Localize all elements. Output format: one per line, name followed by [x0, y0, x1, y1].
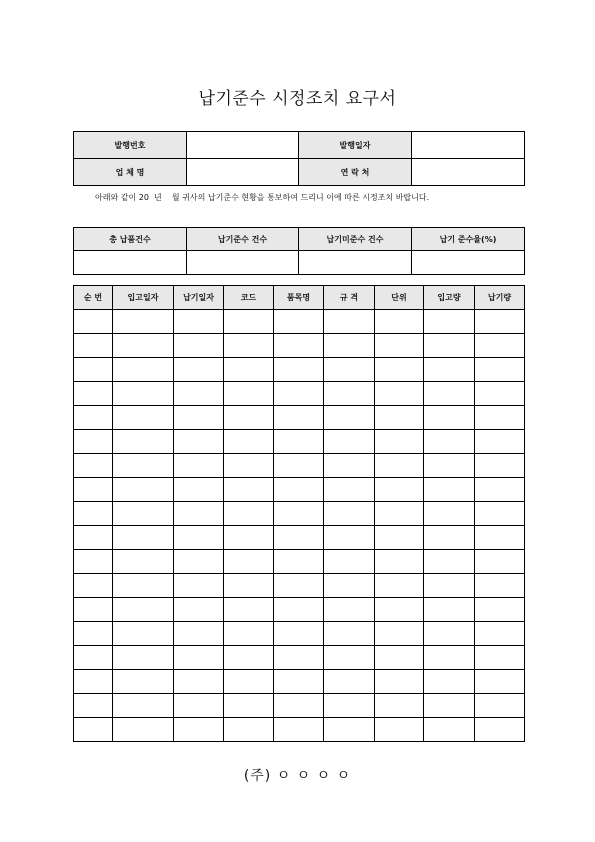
table-cell[interactable] — [375, 694, 424, 718]
table-cell[interactable] — [375, 646, 424, 670]
table-cell[interactable] — [74, 430, 113, 454]
table-cell[interactable] — [274, 430, 324, 454]
table-cell[interactable] — [424, 406, 475, 430]
table-cell[interactable] — [74, 454, 113, 478]
table-cell[interactable] — [475, 502, 525, 526]
table-cell[interactable] — [224, 406, 274, 430]
table-cell[interactable] — [324, 310, 375, 334]
table-cell[interactable] — [475, 310, 525, 334]
table-cell[interactable] — [424, 334, 475, 358]
table-cell[interactable] — [174, 334, 224, 358]
table-cell[interactable] — [324, 598, 375, 622]
table-row — [74, 574, 525, 598]
table-cell[interactable] — [224, 334, 274, 358]
summary-table — [73, 227, 525, 275]
table-cell[interactable] — [375, 718, 424, 742]
table-cell[interactable] — [375, 406, 424, 430]
table-cell[interactable] — [475, 526, 525, 550]
table-cell[interactable] — [174, 358, 224, 382]
document-title: 납기준수 시정조치 요구서 — [198, 89, 397, 109]
table-cell[interactable] — [475, 622, 525, 646]
table-cell[interactable] — [424, 382, 475, 406]
items-header-cell: 규 격 — [324, 286, 375, 310]
table-cell[interactable] — [113, 454, 174, 478]
table-cell[interactable] — [274, 478, 324, 502]
items-header-cell: 단위 — [375, 286, 424, 310]
table-cell[interactable] — [224, 502, 274, 526]
table-cell[interactable] — [375, 550, 424, 574]
table-cell[interactable] — [475, 718, 525, 742]
table-cell[interactable] — [74, 502, 113, 526]
table-cell[interactable] — [324, 646, 375, 670]
table-cell[interactable] — [113, 694, 174, 718]
table-cell[interactable] — [74, 358, 113, 382]
table-cell[interactable] — [174, 454, 224, 478]
items-header-cell: 납기일자 — [174, 286, 224, 310]
table-cell[interactable] — [224, 310, 274, 334]
table-row — [74, 526, 525, 550]
table-cell[interactable] — [224, 646, 274, 670]
table-cell[interactable] — [424, 478, 475, 502]
table-cell[interactable] — [475, 382, 525, 406]
table-cell[interactable] — [174, 646, 224, 670]
table-row — [74, 622, 525, 646]
table-cell[interactable] — [274, 454, 324, 478]
table-row — [74, 478, 525, 502]
table-cell[interactable] — [113, 550, 174, 574]
table-cell[interactable] — [324, 382, 375, 406]
summary-header-ontime: 납기준수 건수 — [187, 228, 299, 251]
table-cell[interactable] — [424, 670, 475, 694]
table-cell[interactable] — [324, 406, 375, 430]
table-cell[interactable] — [475, 454, 525, 478]
table-cell[interactable] — [375, 430, 424, 454]
table-cell[interactable] — [274, 382, 324, 406]
summary-rate-field[interactable] — [412, 251, 525, 275]
table-cell[interactable] — [74, 670, 113, 694]
table-cell[interactable] — [424, 598, 475, 622]
summary-ontime-field[interactable] — [187, 251, 299, 275]
table-cell[interactable] — [224, 622, 274, 646]
table-cell[interactable] — [475, 478, 525, 502]
table-row — [74, 646, 525, 670]
table-cell[interactable] — [74, 694, 113, 718]
table-cell[interactable] — [424, 454, 475, 478]
table-cell[interactable] — [274, 694, 324, 718]
items-header-cell: 품목명 — [274, 286, 324, 310]
table-cell[interactable] — [74, 574, 113, 598]
table-cell[interactable] — [174, 382, 224, 406]
table-cell[interactable] — [375, 526, 424, 550]
table-row — [74, 550, 525, 574]
table-cell[interactable] — [174, 526, 224, 550]
table-cell[interactable] — [113, 670, 174, 694]
table-cell[interactable] — [274, 598, 324, 622]
table-cell[interactable] — [174, 406, 224, 430]
table-cell[interactable] — [74, 478, 113, 502]
table-cell[interactable] — [324, 526, 375, 550]
summary-total-field[interactable] — [74, 251, 187, 275]
items-header-cell: 코드 — [224, 286, 274, 310]
table-cell[interactable] — [475, 334, 525, 358]
company-field[interactable] — [187, 159, 299, 186]
items-table — [73, 285, 525, 742]
summary-header-rate: 납기 준수율(%) — [412, 228, 525, 251]
table-cell[interactable] — [113, 526, 174, 550]
table-cell[interactable] — [274, 670, 324, 694]
table-cell[interactable] — [113, 382, 174, 406]
items-header-row — [74, 286, 525, 310]
table-cell[interactable] — [113, 502, 174, 526]
table-cell[interactable] — [74, 310, 113, 334]
table-cell[interactable] — [475, 670, 525, 694]
table-cell[interactable] — [375, 382, 424, 406]
company-signature: (주) ㅇ ㅇ ㅇ ㅇ — [243, 768, 352, 784]
table-cell[interactable] — [375, 454, 424, 478]
table-cell[interactable] — [274, 718, 324, 742]
table-cell[interactable] — [274, 334, 324, 358]
table-cell[interactable] — [324, 358, 375, 382]
table-cell[interactable] — [475, 646, 525, 670]
table-cell[interactable] — [375, 670, 424, 694]
table-row — [74, 598, 525, 622]
issue-no-field[interactable] — [187, 132, 299, 159]
table-cell[interactable] — [113, 718, 174, 742]
table-cell[interactable] — [224, 550, 274, 574]
table-cell[interactable] — [224, 526, 274, 550]
table-row — [74, 694, 525, 718]
table-cell[interactable] — [224, 598, 274, 622]
table-cell[interactable] — [224, 574, 274, 598]
table-cell[interactable] — [74, 550, 113, 574]
table-cell[interactable] — [424, 694, 475, 718]
table-row — [74, 670, 525, 694]
notice-text: 아래와 같이 20 년 월 귀사의 납기준수 현황을 통보하여 드리니 이에 따른 시정조치 바랍니다. — [95, 193, 430, 202]
table-cell[interactable] — [475, 574, 525, 598]
items-header-cell: 입고일자 — [113, 286, 174, 310]
table-cell[interactable] — [424, 526, 475, 550]
table-cell[interactable] — [324, 454, 375, 478]
table-cell[interactable] — [424, 430, 475, 454]
table-cell[interactable] — [113, 598, 174, 622]
table-cell[interactable] — [274, 310, 324, 334]
table-cell[interactable] — [113, 430, 174, 454]
table-row — [74, 382, 525, 406]
table-cell[interactable] — [475, 406, 525, 430]
table-cell[interactable] — [475, 358, 525, 382]
table-cell[interactable] — [424, 310, 475, 334]
table-cell[interactable] — [274, 358, 324, 382]
table-cell[interactable] — [324, 718, 375, 742]
table-cell[interactable] — [74, 598, 113, 622]
table-cell[interactable] — [113, 310, 174, 334]
table-cell[interactable] — [113, 646, 174, 670]
table-row — [74, 430, 525, 454]
table-cell[interactable] — [74, 622, 113, 646]
table-cell[interactable] — [324, 622, 375, 646]
table-cell[interactable] — [424, 502, 475, 526]
table-cell[interactable] — [74, 382, 113, 406]
contact-label: 연 락 처 — [299, 159, 412, 186]
table-cell[interactable] — [324, 550, 375, 574]
table-cell[interactable] — [74, 526, 113, 550]
table-cell[interactable] — [224, 358, 274, 382]
table-cell[interactable] — [424, 550, 475, 574]
issue-date-label: 발행일자 — [299, 132, 412, 159]
table-cell[interactable] — [274, 622, 324, 646]
table-cell[interactable] — [224, 694, 274, 718]
table-cell[interactable] — [113, 334, 174, 358]
table-row — [74, 718, 525, 742]
table-cell[interactable] — [224, 670, 274, 694]
table-cell[interactable] — [174, 310, 224, 334]
table-cell[interactable] — [174, 622, 224, 646]
table-cell[interactable] — [274, 526, 324, 550]
issue-date-field[interactable] — [412, 132, 525, 159]
contact-field[interactable] — [412, 159, 525, 186]
summary-late-field[interactable] — [299, 251, 412, 275]
table-cell[interactable] — [424, 574, 475, 598]
items-header-cell: 입고량 — [424, 286, 475, 310]
table-cell[interactable] — [324, 574, 375, 598]
table-cell[interactable] — [224, 718, 274, 742]
table-cell[interactable] — [475, 550, 525, 574]
table-cell[interactable] — [74, 718, 113, 742]
table-cell[interactable] — [375, 334, 424, 358]
table-cell[interactable] — [375, 502, 424, 526]
table-cell[interactable] — [375, 310, 424, 334]
table-cell[interactable] — [174, 670, 224, 694]
table-cell[interactable] — [174, 550, 224, 574]
table-cell[interactable] — [324, 334, 375, 358]
table-cell[interactable] — [224, 382, 274, 406]
table-cell[interactable] — [113, 478, 174, 502]
table-cell[interactable] — [113, 406, 174, 430]
info-table — [73, 131, 525, 186]
table-cell[interactable] — [274, 550, 324, 574]
table-cell[interactable] — [375, 574, 424, 598]
table-cell[interactable] — [324, 430, 375, 454]
table-cell[interactable] — [475, 694, 525, 718]
table-cell[interactable] — [113, 358, 174, 382]
table-cell[interactable] — [224, 454, 274, 478]
summary-header-late: 납기미준수 건수 — [299, 228, 412, 251]
table-cell[interactable] — [113, 622, 174, 646]
table-cell[interactable] — [174, 430, 224, 454]
table-cell[interactable] — [74, 646, 113, 670]
table-cell[interactable] — [224, 478, 274, 502]
items-header-cell: 순 번 — [74, 286, 113, 310]
table-cell[interactable] — [375, 598, 424, 622]
table-cell[interactable] — [74, 406, 113, 430]
table-cell[interactable] — [174, 502, 224, 526]
table-cell[interactable] — [113, 574, 174, 598]
table-cell[interactable] — [424, 622, 475, 646]
table-cell[interactable] — [274, 574, 324, 598]
table-cell[interactable] — [324, 694, 375, 718]
table-cell[interactable] — [475, 430, 525, 454]
table-cell[interactable] — [224, 430, 274, 454]
company-label: 업 체 명 — [74, 159, 187, 186]
table-cell[interactable] — [74, 334, 113, 358]
table-cell[interactable] — [324, 502, 375, 526]
table-row — [74, 454, 525, 478]
table-cell[interactable] — [274, 406, 324, 430]
table-row — [74, 334, 525, 358]
table-row — [74, 310, 525, 334]
table-cell[interactable] — [174, 574, 224, 598]
table-cell[interactable] — [174, 694, 224, 718]
issue-no-label: 발행번호 — [74, 132, 187, 159]
table-cell[interactable] — [375, 358, 424, 382]
table-cell[interactable] — [274, 646, 324, 670]
table-cell[interactable] — [174, 478, 224, 502]
table-cell[interactable] — [424, 646, 475, 670]
table-row — [74, 406, 525, 430]
summary-header-total: 총 납품건수 — [74, 228, 187, 251]
table-cell[interactable] — [375, 478, 424, 502]
table-cell[interactable] — [424, 358, 475, 382]
table-cell[interactable] — [174, 598, 224, 622]
table-cell[interactable] — [424, 718, 475, 742]
table-cell[interactable] — [475, 598, 525, 622]
items-header-cell: 납기량 — [475, 286, 525, 310]
table-cell[interactable] — [324, 670, 375, 694]
table-row — [74, 358, 525, 382]
table-cell[interactable] — [324, 478, 375, 502]
table-cell[interactable] — [375, 622, 424, 646]
table-cell[interactable] — [174, 718, 224, 742]
table-row — [74, 502, 525, 526]
table-cell[interactable] — [274, 502, 324, 526]
items-body — [74, 310, 525, 742]
